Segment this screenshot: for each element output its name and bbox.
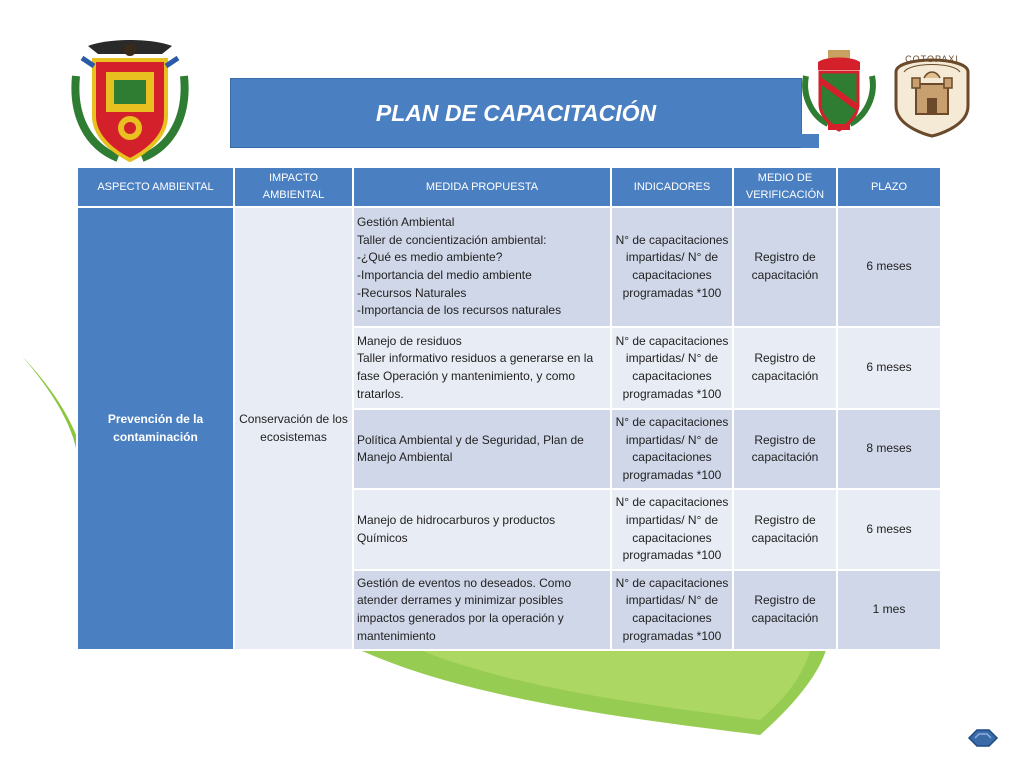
medida-cell: Política Ambiental y de Seguridad, Plan de Manejo Ambiental <box>353 409 611 489</box>
medida-line: Manejo de residuos <box>357 333 462 348</box>
header-medida: MEDIDA PROPUESTA <box>353 167 611 207</box>
medida-line: -Recursos Naturales <box>357 285 467 300</box>
medio-cell: Registro de capacitación <box>733 570 837 650</box>
medida-line: -¿Qué es medio ambiente? <box>357 250 503 265</box>
medio-cell: Registro de capacitación <box>733 207 837 327</box>
plazo-cell: 6 meses <box>837 207 941 327</box>
medida-line: -Importancia del medio ambiente <box>357 268 532 282</box>
medida-cell: Manejo de hidrocarburos y productos Químicos <box>353 489 611 569</box>
medio-cell: Registro de capacitación <box>733 489 837 569</box>
indicador-cell: N° de capacitaciones impartidas/ N° de capacitaciones programadas *100 <box>611 207 733 327</box>
medio-cell: Registro de capacitación <box>733 409 837 489</box>
title-banner <box>230 78 802 148</box>
medida-line: -Importancia de los recursos naturales <box>357 303 562 318</box>
header-medio: MEDIO DE VERIFICACIÓN <box>733 167 837 207</box>
training-plan-table <box>76 166 942 651</box>
indicador-cell: N° de capacitaciones impartidas/ N° de capacitaciones programadas *100 <box>611 570 733 650</box>
plazo-cell: 8 meses <box>837 409 941 489</box>
seal-label: COTOPAXI <box>905 54 959 64</box>
next-slide-icon[interactable] <box>967 728 999 748</box>
medida-line: Taller de concientización ambiental: <box>357 232 547 247</box>
header-indicadores: INDICADORES <box>611 167 733 207</box>
coat-of-arms-left-icon <box>58 36 202 168</box>
indicador-cell: N° de capacitaciones impartidas/ N° de capacitaciones programadas *100 <box>611 489 733 569</box>
medida-line: Taller informativo residuos a generarse en la fase Operación y mantenimiento, y como tratarlos. <box>357 351 594 401</box>
medida-cell <box>353 207 611 327</box>
header-impacto: IMPACTO AMBIENTAL <box>234 167 353 207</box>
aspect-cell: Prevención de la contaminación <box>77 207 234 650</box>
header-plazo: PLAZO <box>837 167 941 207</box>
medida-cell <box>353 327 611 409</box>
table-row <box>77 207 941 327</box>
medio-cell: Registro de capacitación <box>733 327 837 409</box>
plazo-cell: 6 meses <box>837 327 941 409</box>
impact-cell: Conservación de los ecosistemas <box>234 207 353 650</box>
plazo-cell: 6 meses <box>837 489 941 569</box>
header-aspecto: ASPECTO AMBIENTAL <box>77 167 234 207</box>
medida-line: Gestión Ambiental <box>357 215 455 230</box>
medida-cell: Gestión de eventos no deseados. Como atender derrames y minimizar posibles impactos generados por la operación y mantenimiento <box>353 570 611 650</box>
plazo-cell: 1 mes <box>837 570 941 650</box>
indicador-cell: N° de capacitaciones impartidas/ N° de capacitaciones programadas *100 <box>611 327 733 409</box>
table-header-row <box>77 167 941 207</box>
institution-shield-icon <box>798 46 880 134</box>
indicador-cell: N° de capacitaciones impartidas/ N° de capacitaciones programadas *100 <box>611 409 733 489</box>
page-title: PLAN DE CAPACITACIÓN <box>375 99 657 126</box>
